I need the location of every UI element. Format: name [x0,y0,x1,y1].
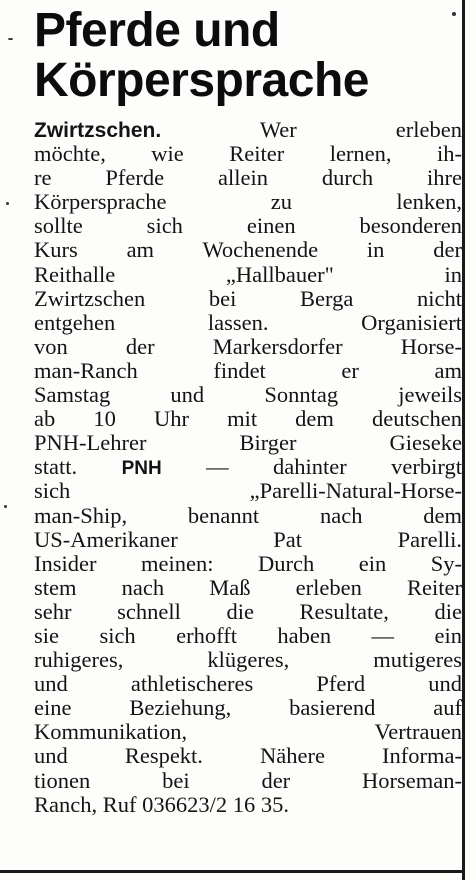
print-speck [8,38,13,40]
article-line: von der Markersdorfer Horse- [34,333,462,359]
article-line: man-Ranch findet er am [34,357,462,383]
article-line-text: — dahinter verbirgt [161,454,463,480]
article-line: und athletischeres Pferd und [34,671,462,697]
article-line: und Respekt. Nähere Informa- [34,743,462,769]
clipping-border-right [462,0,465,880]
dateline: Zwirtzschen. [34,119,162,142]
article-line: sich „Parelli-Natural-Horse- [34,478,462,504]
headline [34,6,464,106]
article-line: PNH-Lehrer Birger Gieseke [34,430,462,456]
headline-line-2: Körpersprache [34,54,369,107]
article-line: möchte, wie Reiter lernen, ih- [34,141,462,167]
article-line: sie sich erhofft haben — ein [34,622,462,648]
article-line: Ranch, Ruf 036623/2 16 35. [34,791,289,817]
print-speck [4,505,7,508]
article-line: Samstag und Sonntag jeweils [34,382,462,408]
article-line: man-Ship, benannt nach dem [34,502,462,528]
article-line: Kurs am Wochenende in der [34,237,462,263]
headline-line-1: Pferde und [34,4,280,57]
article-body [34,118,462,817]
article-line [34,118,462,142]
article-line: tionen bei der Horseman- [34,767,462,793]
article-line-text: statt. [34,454,122,480]
article-line: entgehen lassen. Organisiert [34,309,462,335]
clipping-border-bottom [0,870,465,873]
article-line: ruhigeres, klügeres, mutigeres [34,647,462,673]
article-line: Reithalle „Hallbauer" in [34,261,462,287]
print-speck [6,202,9,205]
article-line: Kommunikation, Vertrauen [34,719,462,745]
article-line: stem nach Maß erleben Reiter [34,574,462,600]
article-line: sollte sich einen besonderen [34,213,462,239]
article-line [34,455,462,479]
article-line: US-Amerikaner Pat Parelli. [34,526,462,552]
article-line-text: Wer erleben [161,117,462,142]
article-line: sehr schnell die Resultate, die [34,598,462,624]
article-line: Körpersprache zu lenken, [34,189,462,215]
article-line: eine Beziehung, basierend auf [34,695,462,721]
article-line: Insider meinen: Durch ein Sy- [34,550,462,576]
article-line: re Pferde allein durch ihre [34,165,462,191]
article-line: ab 10 Uhr mit dem deutschen [34,406,462,432]
article-line: Zwirtzschen bei Berga nicht [34,285,462,311]
pnh-abbreviation: PNH [121,458,162,480]
